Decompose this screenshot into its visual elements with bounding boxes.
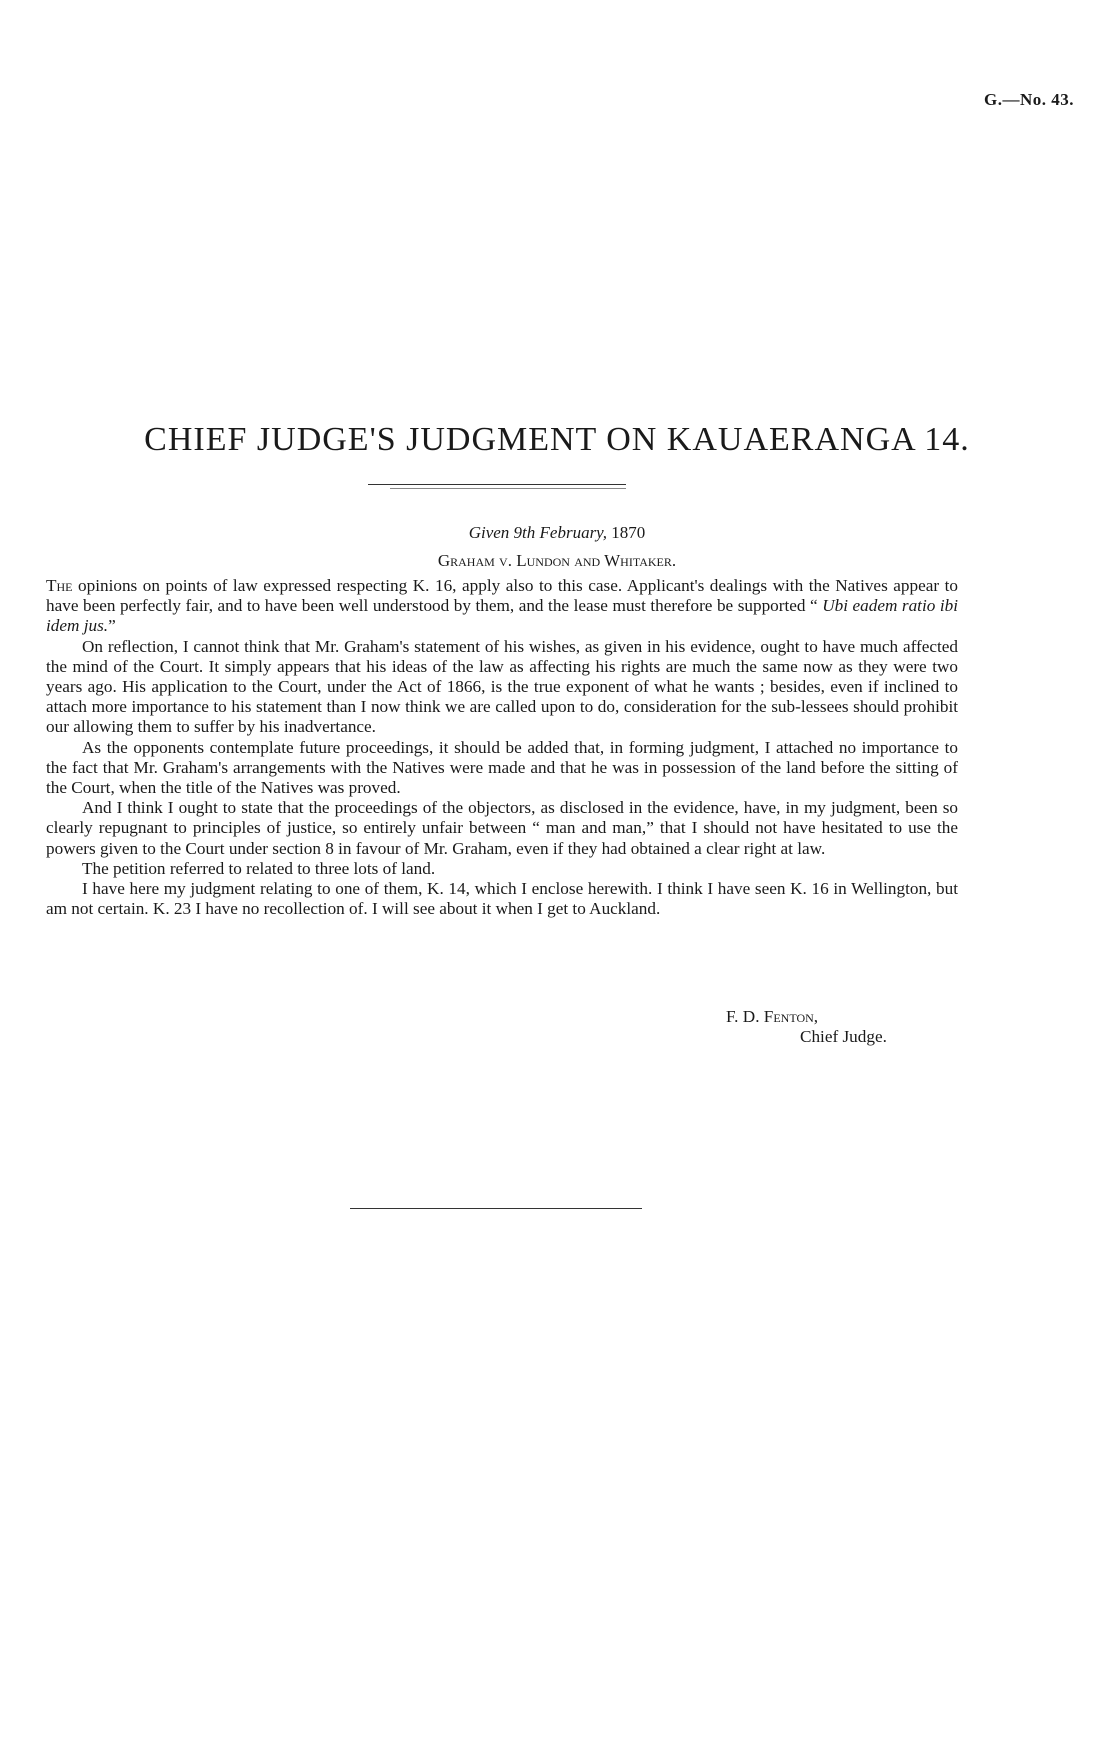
paragraph-6: I have here my judgment relating to one of them, K. 14, which I enclose herewith. I think I have seen K. 16 in Wellington, but am not certain. K. 23 I have no recollection of. I will see about it when I get to Auckland. <box>46 879 958 919</box>
paragraph-1-lead: The <box>46 576 73 595</box>
signature-block <box>726 1007 887 1047</box>
latin-maxim: Ubi eadem ratio ibi idem jus. <box>46 596 958 636</box>
paragraph-1-end: ” <box>108 616 116 636</box>
document-title: CHIEF JUDGE'S JUDGMENT ON KAUAERANGA 14. <box>144 420 970 458</box>
date-given-prefix: Given 9th February, <box>468 523 608 542</box>
paragraph-1-text: opinions on points of law expressed respecting K. 16, apply also to this case. Applicant's dealings with the Natives appear to have been perfectly fair, and to have been well understood by them, and the lease must therefore be supported “ <box>46 576 958 616</box>
judgment-body <box>46 576 958 919</box>
signature-name: F. D. Fenton, <box>726 1007 819 1026</box>
date-given <box>0 523 1114 543</box>
signature-role: Chief Judge. <box>800 1027 887 1047</box>
paragraph-2: On reflection, I cannot think that Mr. Graham's statement of his wishes, as given in his evidence, ought to have much affected the mind of the Court. It simply appears that his ideas of the law as affecting his rights are much the same now as they were two years ago. His application to the Court, under the Act of 1866, is the true exponent of what he wants ; besides, even if inclined to attach more importance to his statement than I now think we are called upon to do, consideration for the sub-lessees should prohibit our allowing them to suffer by his inadvertance. <box>46 636 958 737</box>
paragraph-3: As the opponents contemplate future proceedings, it should be added that, in forming judgment, I attached no importance to the fact that Mr. Graham's arrangements with the Natives were made and that he was in possession of the land before the sitting of the Court, when the title of the Natives was proved. <box>46 737 958 798</box>
date-given-year: 1870 <box>611 523 646 542</box>
footer-divider <box>350 1208 642 1209</box>
case-parties: Graham v. Lundon and Whitaker. <box>437 551 677 570</box>
page-reference: G.—No. 43. <box>984 90 1074 109</box>
paragraph-1 <box>46 576 958 637</box>
title-divider-secondary <box>390 488 626 489</box>
title-divider <box>368 484 626 485</box>
paragraph-5: The petition referred to related to three lots of land. <box>82 858 436 878</box>
paragraph-4: And I think I ought to state that the proceedings of the objectors, as disclosed in the evidence, have, in my judgment, been so clearly repugnant to principles of justice, so entirely unfair between “ man and man,” that I should not have hesitated to use the powers given to the Court under section 8 in favour of Mr. Graham, even if they had obtained a clear right at law. <box>46 798 958 858</box>
